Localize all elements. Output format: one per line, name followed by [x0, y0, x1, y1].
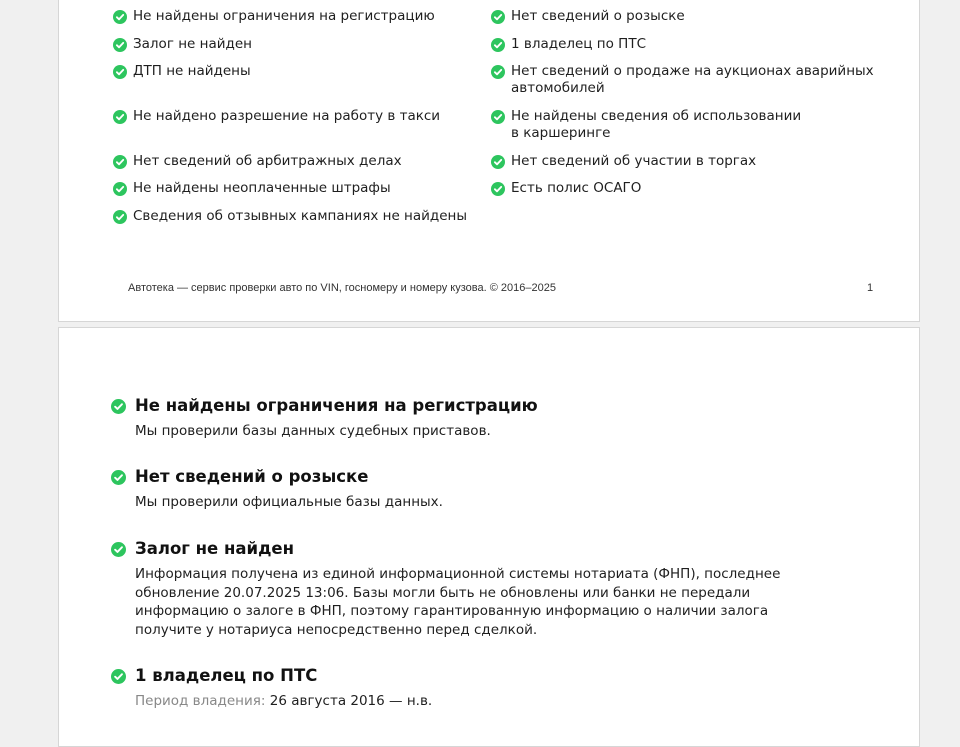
page-footer: Автотека — сервис проверки авто по VIN, госномеру и номеру кузова. © 2016–2025 — [128, 282, 556, 294]
check-circle-icon — [113, 182, 127, 196]
report-page-2 — [58, 327, 920, 747]
summary-item-label: Нет сведений об участии в торгах — [511, 153, 757, 169]
summary-item-label-continued: автомобилей — [511, 80, 605, 96]
check-circle-icon — [491, 155, 505, 169]
section-body: Мы проверили базы данных судебных приставов. — [135, 423, 491, 439]
summary-item-label: Не найдены неоплаченные штрафы — [133, 180, 391, 196]
check-circle-icon — [491, 182, 505, 196]
check-circle-icon — [113, 65, 127, 79]
section-body: Информация получена из единой информационной системы нотариата (ФНП), последнее обновление 20.07.2025 13:06. Базы могли быть не обновлены или банки не передали информацию о залоге в ФНП, поэтому гарантированную информацию о наличии залога получите у нотариуса непосредственно перед сделкой. — [135, 566, 781, 638]
section-body: Мы проверили официальные базы данных. — [135, 494, 443, 510]
summary-item-label: Не найдены сведения об использовании — [511, 108, 802, 124]
check-circle-icon — [491, 110, 505, 124]
summary-item-label: Есть полис ОСАГО — [511, 180, 642, 196]
ownership-period-value: 26 августа 2016 — н.в. — [269, 693, 433, 709]
section-title: Не найдены ограничения на регистрацию — [135, 396, 538, 415]
check-circle-icon — [111, 669, 126, 684]
summary-item-label: Не найдено разрешение на работу в такси — [133, 108, 441, 124]
check-circle-icon — [111, 399, 126, 414]
summary-item-label: Нет сведений о розыске — [511, 8, 685, 24]
check-circle-icon — [111, 470, 126, 485]
check-circle-icon — [113, 210, 127, 224]
check-circle-icon — [113, 10, 127, 24]
summary-item-label: Залог не найден — [133, 36, 252, 52]
check-circle-icon — [111, 542, 126, 557]
check-circle-icon — [113, 155, 127, 169]
summary-item-label: Не найдены ограничения на регистрацию — [133, 8, 435, 24]
check-circle-icon — [113, 110, 127, 124]
check-circle-icon — [491, 38, 505, 52]
check-circle-icon — [113, 38, 127, 52]
section-body — [135, 692, 835, 711]
summary-item-label: 1 владелец по ПТС — [511, 36, 646, 52]
section-title: Нет сведений о розыске — [135, 467, 369, 486]
summary-item-label: Нет сведений об арбитражных делах — [133, 153, 402, 169]
section-title: Залог не найден — [135, 539, 294, 558]
summary-item-label: Нет сведений о продаже на аукционах аварийных — [511, 63, 874, 79]
summary-item-label-continued: в каршеринге — [511, 125, 611, 141]
page-number: 1 — [867, 282, 874, 294]
section-title: 1 владелец по ПТС — [135, 666, 318, 685]
check-circle-icon — [491, 10, 505, 24]
report-page-1 — [58, 0, 920, 322]
ownership-period-label: Период владения: — [135, 693, 266, 709]
summary-item-label: ДТП не найдены — [133, 63, 251, 79]
check-circle-icon — [491, 65, 505, 79]
summary-item-label: Сведения об отзывных кампаниях не найдены — [133, 208, 468, 224]
